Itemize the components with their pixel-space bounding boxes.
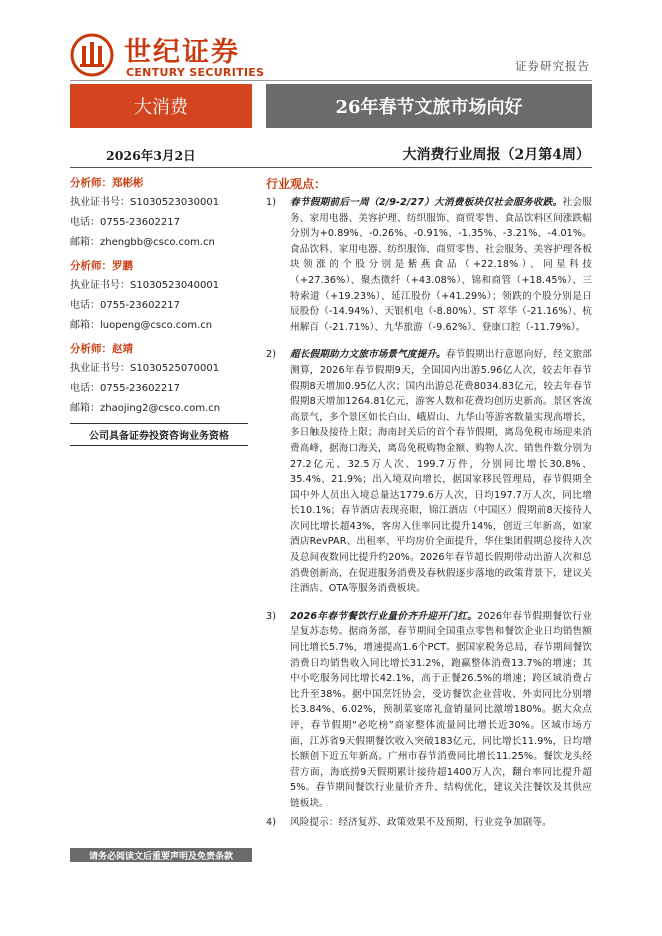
qualification-statement: 公司具备证券投资咨询业务资格 [89,431,229,442]
analyst-phone: 电话：0755-23602217 [70,217,180,228]
analyst-block [70,339,248,419]
point-body: 春节假期出行意愿向好，经文旅部测算，2026年春节假期9天，全国国内出游5.96亿人次，较去年春节假期8天增加0.95亿人次；国内出游总花费8034.83亿元，较去年春节假期8天增加1264.81亿元，游客人数和花费均创历史新高。景区客流高景气，多个景区如长白山、峨眉山、九华山等游客数量实现高增长，多日触及接待上限；海南封关后的首个春节假期，离岛免税市场迎来消费高峰，据海口海关，离岛免税购物金额、购物人次、销售件数分别为27.2亿元、32.5万人次、199.7万件，分别同比增长30.8%、35.4%、21.9%；出入境双向增长，据国家移民管理局，春节假期全国中外人员出入境总量达1779.6万人次，日均197.7万人次，同比增长10.1%；春节酒店表现亮眼，锦江酒店（中国区）假期前8天接待人次同比增长超43%，客房入住率同比提升14%，创近三年新高，如家酒店RevPAR、出租率、平均房价全面提升，华住集团假期总接待人次及总间夜数同比提升约20%。2026年春节超长假期带动出游人次和总消费创新高，在促进服务消费及春秋假逐步落地的政策背景下，建议关注酒店、OTA等服务消费板块。 [290,349,593,595]
subtitle-divider [70,167,592,168]
point-lead: 2026年春节餐饮行业量价齐升迎开门红。 [290,610,478,622]
industry-views [266,175,592,830]
qualification-divider-bottom [70,445,248,446]
point-body: 社会服务、家用电器、美容护理、纺织服饰、商贸零售、食品饮料区间涨跌幅分别为+0.89%、-0.26%、-0.91%、-1.35%、-3.21%、-4.01%。食品饮料、家用电器、纺织服饰、商贸零售、社会服务、美容护理各板块领涨的个股分别是紫燕食品（+22.18%）、同星科技（+27.36%）、聚杰微纤（+43.08%）、锦和商管（+18.45%）、三特索道（+19.23%）、延江股份（+41.29%）；领跌的个股分别是日辰股份（-14.94%）、天银机电（-8.80%）、ST 萃华（-21.16%）、杭州解百（-21.71%）、九华旅游（-9.62%）、登康口腔（-11.79%）。 [290,197,592,333]
view-point [266,195,592,335]
point-number: 2) [266,349,277,361]
analyst-cert: 执业证书号：S1030523040001 [70,280,220,291]
analyst-block [70,173,248,253]
logo-english-name: CENTURY SECURITIES [126,66,265,79]
analyst-cert: 执业证书号：S1030525070001 [70,363,220,374]
view-point [266,815,592,831]
disclaimer-notice: 请务必阅读文后重要声明及免责条款 [70,848,252,862]
analyst-email: 邮箱：zhengbb@csco.com.cn [70,237,215,248]
analyst-email: 邮箱：luopeng@csco.com.cn [70,320,213,331]
point-lead: 春节假期前后一周（2/9-2/27）大消费板块仅社会服务收跌。 [290,197,563,208]
report-title: 26年春节文旅市场向好 [266,84,592,128]
analyst-block [70,256,248,336]
point-number: 4) [266,816,277,828]
sector-label: 大消费 [70,84,252,128]
analyst-name: 分析师：罗鹏 [70,260,133,272]
header-divider [70,80,592,81]
analyst-panel [70,170,248,446]
point-number: 3) [266,610,277,622]
company-logo-icon [70,33,114,77]
point-body: 2026年春节假期餐饮行业呈复苏态势。据商务部，春节期间全国重点零售和餐饮企业日均销售额同比增长5.7%，增速提高1.6个PCT。据国家税务总局，春节期间餐饮消费日均销售收入同比增长31.2%，跑赢整体消费13.7%的增速；其中小吃服务同比增长42.1%，高于正餐26.5%的增速；跨区域消费占比升至38%。据中国烹饪协会，受访餐饮企业营收、外卖同比分别增长3.84%、6.02%，预制菜宴席礼盒销量同比激增180%。据大众点评，春节假期“必吃榜”商家整体流量同比增长近30%。区域市场方面，江苏省9天假期餐饮收入突破183亿元，同比增长11.9%，日均增长额创下近五年新高。广州市春节消费同比增长11.25%。餐饮龙头经营方面，海底捞9天假期累计接待超1400万人次，翻台率同比提升超5%。春节期间餐饮行业量价齐升、结构优化，建议关注餐饮及其供应链板块。 [290,610,593,809]
analyst-phone: 电话：0755-23602217 [70,383,180,394]
analyst-name: 分析师：赵靖 [70,343,133,355]
analyst-cert: 执业证书号：S1030523030001 [70,197,220,208]
analyst-email: 邮箱：zhaojing2@csco.com.cn [70,403,221,414]
point-number: 1) [266,197,277,208]
report-subtitle: 大消费行业周报（2月第4周） [402,147,590,163]
logo-chinese-name: 世纪证券 [124,37,240,68]
report-date: 2026年3月2日 [106,148,196,163]
analyst-name: 分析师：郑彬彬 [70,177,144,189]
view-point [266,347,592,597]
point-body: 风险提示：经济复苏、政策效果不及预期、行业竞争加剧等。 [290,816,552,828]
analyst-phone: 电话：0755-23602217 [70,300,180,311]
views-heading: 行业观点： [266,177,327,191]
view-point [266,609,592,812]
point-lead: 超长假期助力文旅市场景气度提升。 [290,349,446,361]
report-type-label: 证券研究报告 [515,59,590,73]
